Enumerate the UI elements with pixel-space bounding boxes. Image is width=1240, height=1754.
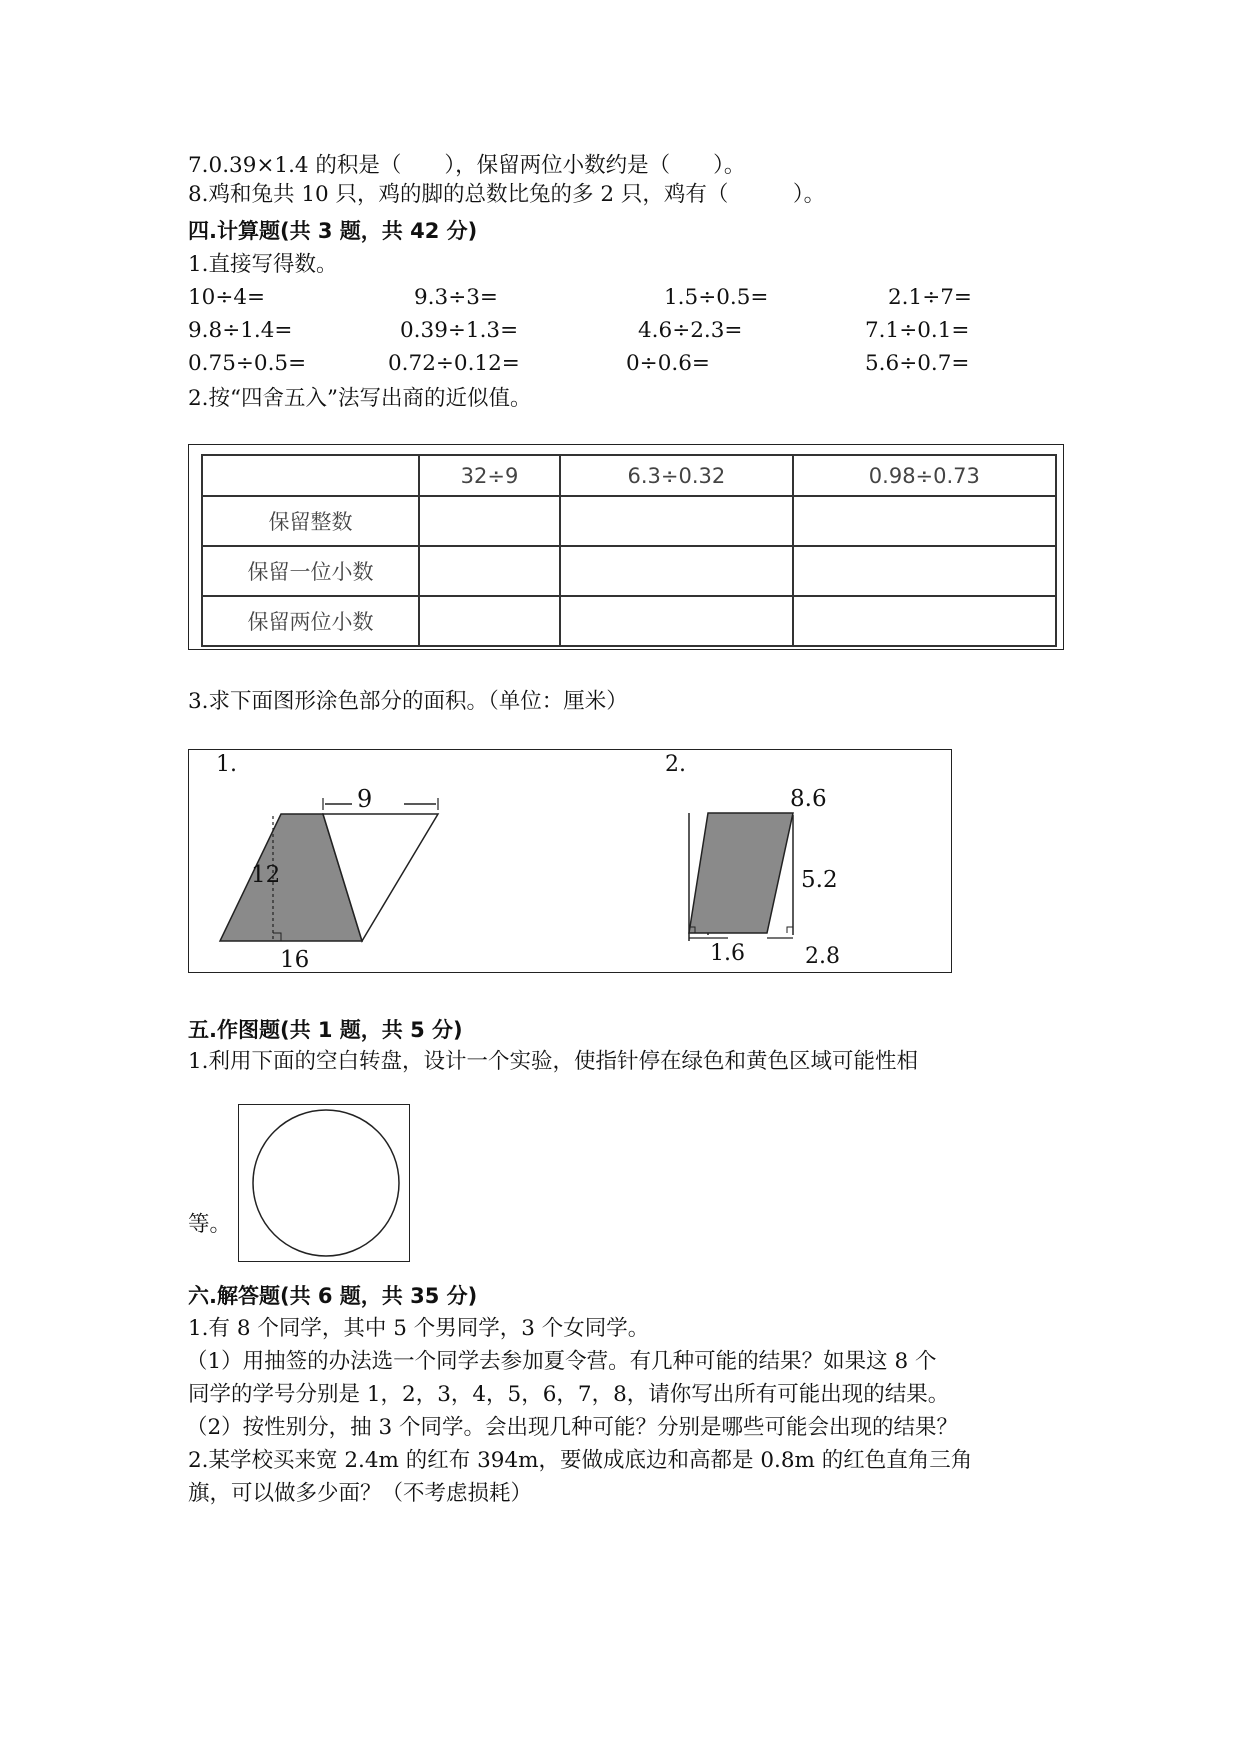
calc-item: 2.1÷7= <box>888 285 972 310</box>
fig2-right-gap-value: 2.8 <box>805 944 840 969</box>
table-corner-cell <box>202 455 419 496</box>
s5-q1-tail: 等。 <box>188 1212 232 1237</box>
calc-item: 0.75÷0.5= <box>188 351 307 376</box>
calc-item: 10÷4= <box>188 285 266 310</box>
calc-item: 1.5÷0.5= <box>664 285 769 310</box>
s6-q1-sub1-line1: （1）用抽签的办法选一个同学去参加夏令营。有几种可能的结果？如果这 8 个 <box>186 1349 937 1374</box>
answer-cell[interactable] <box>793 596 1056 646</box>
fig2-height-value: 5.2 <box>801 867 838 893</box>
s6-q2-line1: 2.某学校买来宽 2.4m 的红布 394m，要做成底边和高都是 0.8m 的红色直角三角 <box>188 1448 973 1473</box>
calc-item: 0.39÷1.3= <box>400 318 519 343</box>
section-6-title: 六.解答题(共 6 题，共 35 分) <box>188 1284 478 1308</box>
answer-cell[interactable] <box>560 496 793 546</box>
spinner-circle <box>253 1110 399 1256</box>
s5-q1-prompt: 1.利用下面的空白转盘，设计一个实验，使指针停在绿色和黄色区域可能性相 <box>188 1049 919 1074</box>
fig1-height-value: 12 <box>251 862 281 888</box>
table-header-row <box>202 455 1056 496</box>
table-header-cell: 32÷9 <box>419 455 560 496</box>
calc-item: 7.1÷0.1= <box>865 318 970 343</box>
answer-cell[interactable] <box>419 596 560 646</box>
row-label: 保留一位小数 <box>202 546 419 596</box>
answer-cell[interactable] <box>419 496 560 546</box>
fig2-shaded-region <box>689 813 793 933</box>
s4-q1-prompt: 1.直接写得数。 <box>188 252 338 277</box>
table-header-cell: 0.98÷0.73 <box>793 455 1056 496</box>
calc-item: 0.72÷0.12= <box>388 351 520 376</box>
figure-box <box>188 749 952 973</box>
section-4-title: 四.计算题(共 3 题，共 42 分) <box>188 219 478 243</box>
s6-q1-sub1-line2: 同学的学号分别是 1，2，3，4，5，6，7，8，请你写出所有可能出现的结果。 <box>188 1382 950 1407</box>
calc-item: 9.8÷1.4= <box>188 318 293 343</box>
s4-q2-prompt: 2.按“四舍五入”法写出商的近似值。 <box>188 386 532 411</box>
spinner-box <box>238 1104 410 1262</box>
section-5-title: 五.作图题(共 1 题，共 5 分) <box>188 1018 463 1042</box>
figure-2-label: 2. <box>665 752 686 777</box>
area-figures <box>189 750 951 972</box>
table-row <box>202 546 1056 596</box>
fig2-left-gap-value: 1.6 <box>710 941 745 966</box>
table-row <box>202 596 1056 646</box>
figure-2 <box>689 813 793 941</box>
question-8: 8.鸡和兔共 10 只，鸡的脚的总数比兔的多 2 只，鸡有（ ）。 <box>188 182 826 207</box>
s6-q1: 1.有 8 个同学，其中 5 个男同学，3 个女同学。 <box>188 1316 650 1341</box>
table-header-cell: 6.3÷0.32 <box>560 455 793 496</box>
table-row <box>202 496 1056 546</box>
calc-item: 4.6÷2.3= <box>638 318 743 343</box>
row-label: 保留两位小数 <box>202 596 419 646</box>
s6-q2-line2: 旗，可以做多少面？（不考虑损耗） <box>188 1481 533 1506</box>
calc-item: 9.3÷3= <box>414 285 498 310</box>
answer-cell[interactable] <box>793 496 1056 546</box>
fig2-top-value: 8.6 <box>790 786 827 812</box>
row-label: 保留整数 <box>202 496 419 546</box>
fig1-base-value: 16 <box>280 947 310 973</box>
rounding-table <box>201 454 1057 647</box>
fig1-top-value: 9 <box>357 785 373 813</box>
s6-q1-sub2: （2）按性别分，抽 3 个同学。会出现几种可能？分别是哪些可能会出现的结果？ <box>186 1415 959 1440</box>
calc-item: 0÷0.6= <box>626 351 710 376</box>
answer-cell[interactable] <box>793 546 1056 596</box>
answer-cell[interactable] <box>419 546 560 596</box>
blank-spinner[interactable] <box>239 1105 409 1261</box>
figure-1-label: 1. <box>216 752 237 777</box>
question-7: 7.0.39×1.4 的积是（ ），保留两位小数约是（ ）。 <box>188 153 746 178</box>
s4-q3-prompt: 3.求下面图形涂色部分的面积。（单位：厘米） <box>188 689 628 714</box>
answer-cell[interactable] <box>560 546 793 596</box>
calc-item: 5.6÷0.7= <box>865 351 970 376</box>
answer-cell[interactable] <box>560 596 793 646</box>
